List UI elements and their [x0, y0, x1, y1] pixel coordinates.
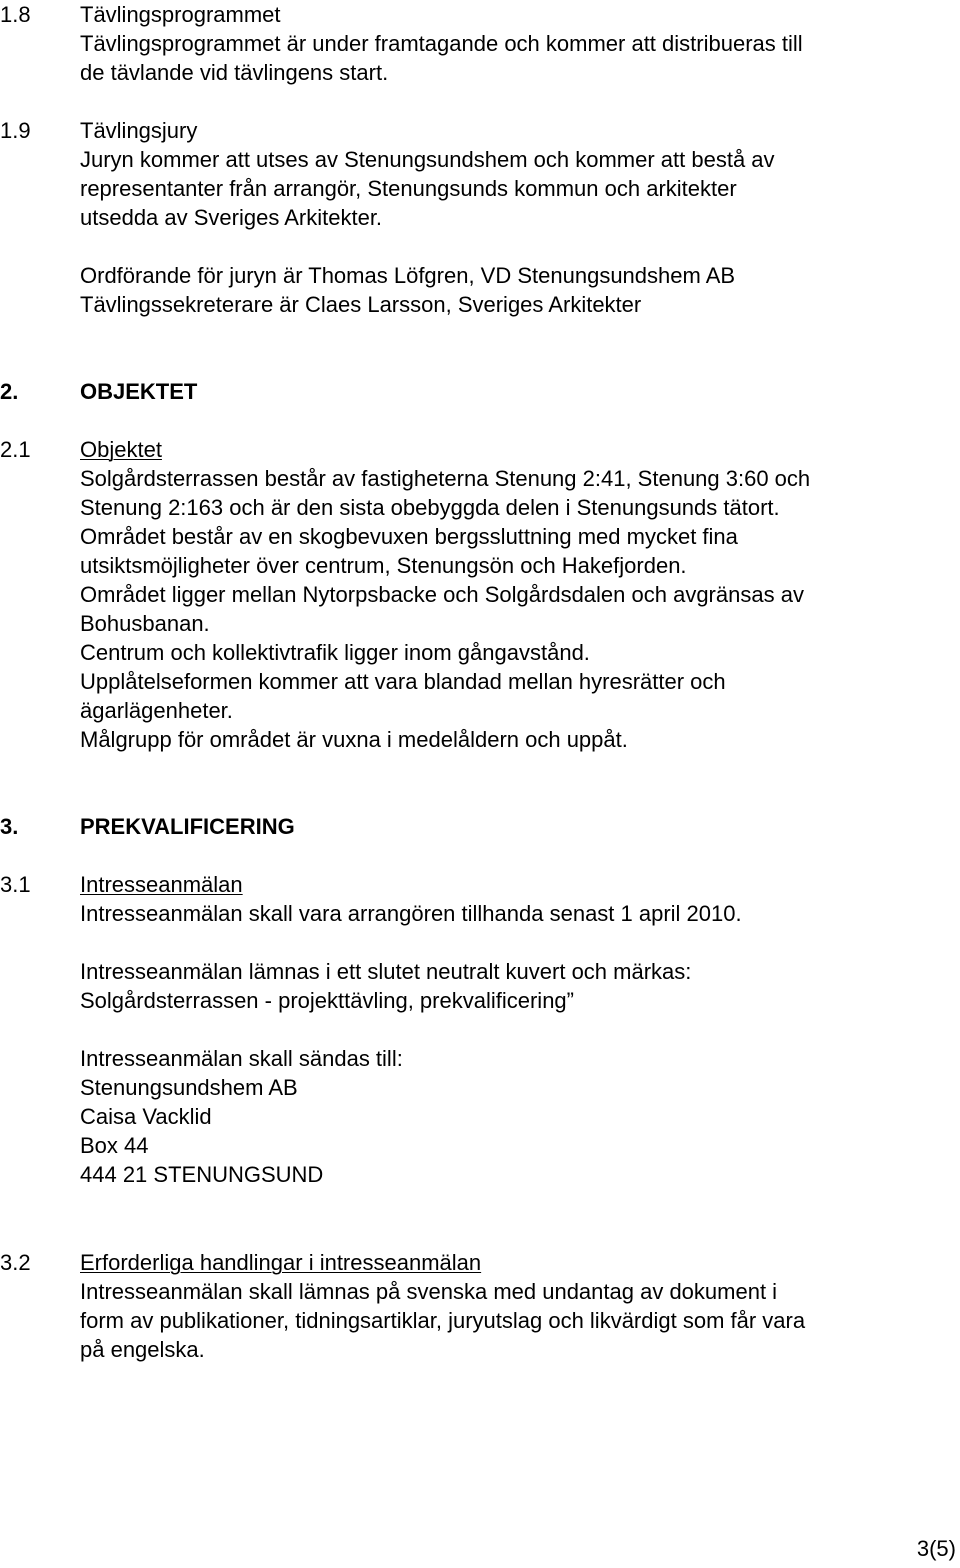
chapter-number: 3. — [0, 814, 19, 839]
paragraph-line: de tävlande vid tävlingens start. — [80, 60, 389, 85]
paragraph-line: Upplåtelseformen kommer att vara blandad mellan hyresrätter och — [80, 669, 726, 694]
paragraph-line: på engelska. — [80, 1337, 205, 1362]
section-number: 1.8 — [0, 2, 31, 27]
paragraph-line: Målgrupp för området är vuxna i medelåldern och uppåt. — [80, 727, 628, 752]
paragraph-line: Centrum och kollektivtrafik ligger inom gångavstånd. — [80, 640, 590, 665]
paragraph-line: Tävlingsprogrammet är under framtagande och kommer att distribueras till — [80, 31, 803, 56]
paragraph-line: Intresseanmälan skall lämnas på svenska med undantag av dokument i — [80, 1279, 778, 1304]
paragraph-line: Ordförande för juryn är Thomas Löfgren, VD Stenungsundshem AB — [80, 263, 736, 288]
paragraph-line: Tävlingssekreterare är Claes Larsson, Sveriges Arkitekter — [80, 292, 642, 317]
address-line: Caisa Vacklid — [80, 1104, 212, 1129]
section-heading: Tävlingsprogrammet — [80, 2, 281, 27]
section-heading: Objektet — [80, 437, 162, 462]
address-line: Box 44 — [80, 1133, 149, 1158]
paragraph-line: Intresseanmälan skall vara arrangören tillhanda senast 1 april 2010. — [80, 901, 742, 926]
address-line: 444 21 STENUNGSUND — [80, 1162, 324, 1187]
section-number: 1.9 — [0, 118, 31, 143]
address-line: Stenungsundshem AB — [80, 1075, 298, 1100]
paragraph-line: utsedda av Sveriges Arkitekter. — [80, 205, 383, 230]
paragraph-line: Juryn kommer att utses av Stenungsundshem och kommer att bestå av — [80, 147, 775, 172]
chapter-number: 2. — [0, 379, 19, 404]
paragraph-line: Området ligger mellan Nytorpsbacke och Solgårdsdalen och avgränsas av — [80, 582, 804, 607]
paragraph-line: representanter från arrangör, Stenungsunds kommun och arkitekter — [80, 176, 737, 201]
section-heading: Intresseanmälan — [80, 872, 243, 897]
section-heading: Erforderliga handlingar i intresseanmälan — [80, 1250, 482, 1275]
page-number: 3(5) — [916, 1536, 956, 1561]
section-heading: Tävlingsjury — [80, 118, 198, 143]
paragraph-line: Solgårdsterrassen - projekttävling, prekvalificering” — [80, 988, 574, 1013]
paragraph-line: Solgårdsterrassen består av fastigheterna Stenung 2:41, Stenung 3:60 och — [80, 466, 811, 491]
section-number: 3.2 — [0, 1250, 31, 1275]
section-number: 3.1 — [0, 872, 31, 897]
paragraph-line: Området består av en skogbevuxen bergssluttning med mycket fina — [80, 524, 738, 549]
paragraph-line: form av publikationer, tidningsartiklar, juryutslag och likvärdigt som får vara — [80, 1308, 806, 1333]
address-line: Intresseanmälan skall sändas till: — [80, 1046, 403, 1071]
paragraph-line: Bohusbanan. — [80, 611, 210, 636]
chapter-title: OBJEKTET — [80, 379, 198, 404]
paragraph-line: utsiktsmöjligheter över centrum, Stenungsön och Hakefjorden. — [80, 553, 687, 578]
paragraph-line: Intresseanmälan lämnas i ett slutet neutralt kuvert och märkas: — [80, 959, 692, 984]
paragraph-line: Stenung 2:163 och är den sista obebyggda delen i Stenungsunds tätort. — [80, 495, 780, 520]
section-number: 2.1 — [0, 437, 31, 462]
paragraph-line: ägarlägenheter. — [80, 698, 233, 723]
chapter-title: PREKVALIFICERING — [80, 814, 295, 839]
